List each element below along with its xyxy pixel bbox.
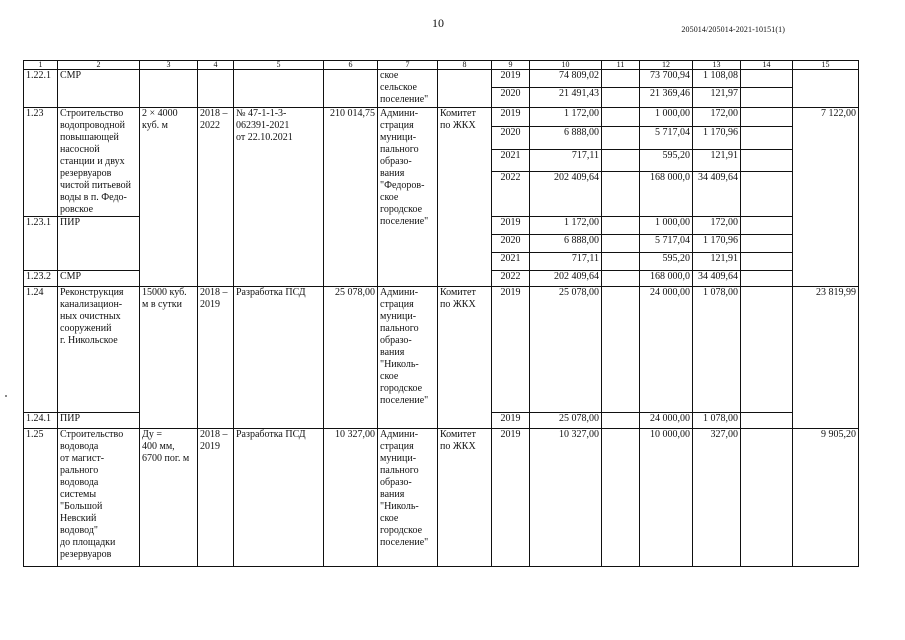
item-name: Строительство водовода от магист- рального водовода системы "Большой Невский водовод" до площадки резервуаров xyxy=(58,429,140,567)
column-number: 15 xyxy=(793,61,859,70)
total-amount: 202 409,64 xyxy=(530,172,602,217)
federal-amount: 168 000,0 xyxy=(640,172,693,217)
empty-cell xyxy=(602,150,640,172)
total-amount: 202 409,64 xyxy=(530,271,602,287)
empty-cell xyxy=(602,88,640,108)
project-document: № 47-1-1-3- 062391-2021 от 22.10.2021 xyxy=(234,108,324,287)
total-amount: 717,11 xyxy=(530,253,602,271)
empty-cell xyxy=(140,70,198,108)
empty-cell xyxy=(602,253,640,271)
year: 2021 xyxy=(492,253,530,271)
federal-amount: 10 000,00 xyxy=(640,429,693,567)
item-name: ПИР xyxy=(58,217,140,271)
project-document: Разработка ПСД xyxy=(234,429,324,567)
empty-cell xyxy=(741,172,793,217)
administrator: Админи- страция муници- пального образо- вания "Николь- ское городское поселение" xyxy=(378,429,438,567)
year: 2019 xyxy=(492,287,530,413)
empty-cell xyxy=(741,217,793,235)
column-number: 8 xyxy=(438,61,492,70)
empty-cell xyxy=(602,172,640,217)
year: 2019 xyxy=(492,413,530,429)
page-number: 10 xyxy=(432,16,444,30)
row-number: 1.23 xyxy=(24,108,58,217)
column-number: 9 xyxy=(492,61,530,70)
empty-cell xyxy=(741,253,793,271)
total-amount: 1 172,00 xyxy=(530,108,602,127)
regional-amount: 1 170,96 xyxy=(693,235,741,253)
federal-amount: 24 000,00 xyxy=(640,287,693,413)
capacity: 2 × 4000 куб. м xyxy=(140,108,198,287)
federal-amount: 24 000,00 xyxy=(640,413,693,429)
item-name: Реконструкция канализацион- ных очистных сооружений г. Никольское xyxy=(58,287,140,413)
year: 2019 xyxy=(492,429,530,567)
table-row xyxy=(24,70,859,88)
total-amount: 10 327,00 xyxy=(530,429,602,567)
empty-cell xyxy=(198,70,234,108)
committee: Комитет по ЖКХ xyxy=(438,287,492,429)
table-row xyxy=(24,287,859,413)
row-number: 1.24 xyxy=(24,287,58,413)
total-amount: 25 078,00 xyxy=(530,287,602,413)
column-number: 14 xyxy=(741,61,793,70)
empty-cell xyxy=(602,287,640,413)
column-number-row xyxy=(24,61,859,70)
item-name: СМР xyxy=(58,70,140,108)
empty-cell xyxy=(741,88,793,108)
item-name: Строительство водопроводной повышающей насосной станции и двух резервуаров чистой питьевой воды в п. Федо- ровское xyxy=(58,108,140,217)
column-15-amount: 23 819,99 xyxy=(793,287,859,429)
row-number: 1.23.1 xyxy=(24,217,58,271)
empty-cell xyxy=(602,217,640,235)
period: 2018 – 2022 xyxy=(198,108,234,287)
row-number: 1.22.1 xyxy=(24,70,58,108)
empty-cell xyxy=(741,413,793,429)
regional-amount: 121,97 xyxy=(693,88,741,108)
empty-cell xyxy=(602,429,640,567)
federal-amount: 168 000,0 xyxy=(640,271,693,287)
federal-amount: 595,20 xyxy=(640,150,693,172)
document-id: 205014/205014-2021-10151(1) xyxy=(681,25,785,34)
scan-speck xyxy=(5,395,7,397)
regional-amount: 1 078,00 xyxy=(693,287,741,413)
empty-cell xyxy=(741,271,793,287)
estimated-cost: 210 014,75 xyxy=(324,108,378,287)
column-number: 12 xyxy=(640,61,693,70)
regional-amount: 1 078,00 xyxy=(693,413,741,429)
empty-cell xyxy=(602,127,640,150)
table-row xyxy=(24,108,859,127)
year: 2020 xyxy=(492,88,530,108)
federal-amount: 5 717,04 xyxy=(640,127,693,150)
year: 2022 xyxy=(492,271,530,287)
total-amount: 74 809,02 xyxy=(530,70,602,88)
column-number: 7 xyxy=(378,61,438,70)
empty-cell xyxy=(602,413,640,429)
capacity: 15000 куб. м в сутки xyxy=(140,287,198,429)
empty-cell xyxy=(602,108,640,127)
administrator: ское сельское поселение" xyxy=(378,70,438,108)
federal-amount: 21 369,46 xyxy=(640,88,693,108)
year: 2022 xyxy=(492,172,530,217)
total-amount: 717,11 xyxy=(530,150,602,172)
column-number: 10 xyxy=(530,61,602,70)
period: 2018 – 2019 xyxy=(198,287,234,429)
empty-cell xyxy=(741,70,793,88)
column-number: 3 xyxy=(140,61,198,70)
empty-cell xyxy=(741,108,793,127)
estimated-cost: 25 078,00 xyxy=(324,287,378,429)
year: 2020 xyxy=(492,127,530,150)
regional-amount: 172,00 xyxy=(693,217,741,235)
federal-amount: 73 700,94 xyxy=(640,70,693,88)
year: 2019 xyxy=(492,217,530,235)
year: 2021 xyxy=(492,150,530,172)
column-15-amount: 7 122,00 xyxy=(793,108,859,287)
row-number: 1.24.1 xyxy=(24,413,58,429)
total-amount: 6 888,00 xyxy=(530,127,602,150)
empty-cell xyxy=(438,70,492,108)
federal-amount: 1 000,00 xyxy=(640,108,693,127)
capacity: Ду = 400 мм, 6700 пог. м xyxy=(140,429,198,567)
committee: Комитет по ЖКХ xyxy=(438,429,492,567)
empty-cell xyxy=(741,235,793,253)
empty-cell xyxy=(741,429,793,567)
column-number: 11 xyxy=(602,61,640,70)
empty-cell xyxy=(793,70,859,108)
table-row xyxy=(24,429,859,567)
regional-amount: 34 409,64 xyxy=(693,271,741,287)
period: 2018 – 2019 xyxy=(198,429,234,567)
federal-amount: 595,20 xyxy=(640,253,693,271)
row-number: 1.23.2 xyxy=(24,271,58,287)
column-number: 6 xyxy=(324,61,378,70)
year: 2019 xyxy=(492,70,530,88)
item-name: ПИР xyxy=(58,413,140,429)
empty-cell xyxy=(234,70,324,108)
regional-amount: 34 409,64 xyxy=(693,172,741,217)
regional-amount: 1 170,96 xyxy=(693,127,741,150)
total-amount: 25 078,00 xyxy=(530,413,602,429)
column-number: 2 xyxy=(58,61,140,70)
column-number: 4 xyxy=(198,61,234,70)
row-number: 1.25 xyxy=(24,429,58,567)
empty-cell xyxy=(602,271,640,287)
total-amount: 6 888,00 xyxy=(530,235,602,253)
regional-amount: 121,91 xyxy=(693,253,741,271)
empty-cell xyxy=(602,235,640,253)
column-number: 1 xyxy=(24,61,58,70)
project-document: Разработка ПСД xyxy=(234,287,324,429)
regional-amount: 1 108,08 xyxy=(693,70,741,88)
regional-amount: 327,00 xyxy=(693,429,741,567)
federal-amount: 1 000,00 xyxy=(640,217,693,235)
regional-amount: 172,00 xyxy=(693,108,741,127)
empty-cell xyxy=(741,287,793,413)
estimated-cost: 10 327,00 xyxy=(324,429,378,567)
administrator: Админи- страция муници- пального образо- вания "Николь- ское городское поселение" xyxy=(378,287,438,429)
federal-amount: 5 717,04 xyxy=(640,235,693,253)
empty-cell xyxy=(741,127,793,150)
committee: Комитет по ЖКХ xyxy=(438,108,492,287)
regional-amount: 121,91 xyxy=(693,150,741,172)
year: 2020 xyxy=(492,235,530,253)
empty-cell xyxy=(741,150,793,172)
item-name: СМР xyxy=(58,271,140,287)
column-number: 13 xyxy=(693,61,741,70)
total-amount: 21 491,43 xyxy=(530,88,602,108)
total-amount: 1 172,00 xyxy=(530,217,602,235)
administrator: Админи- страция муници- пального образо- вания "Федоров- ское городское поселение" xyxy=(378,108,438,287)
empty-cell xyxy=(602,70,640,88)
column-number: 5 xyxy=(234,61,324,70)
investment-table xyxy=(23,60,859,567)
column-15-amount: 9 905,20 xyxy=(793,429,859,567)
empty-cell xyxy=(324,70,378,108)
year: 2019 xyxy=(492,108,530,127)
